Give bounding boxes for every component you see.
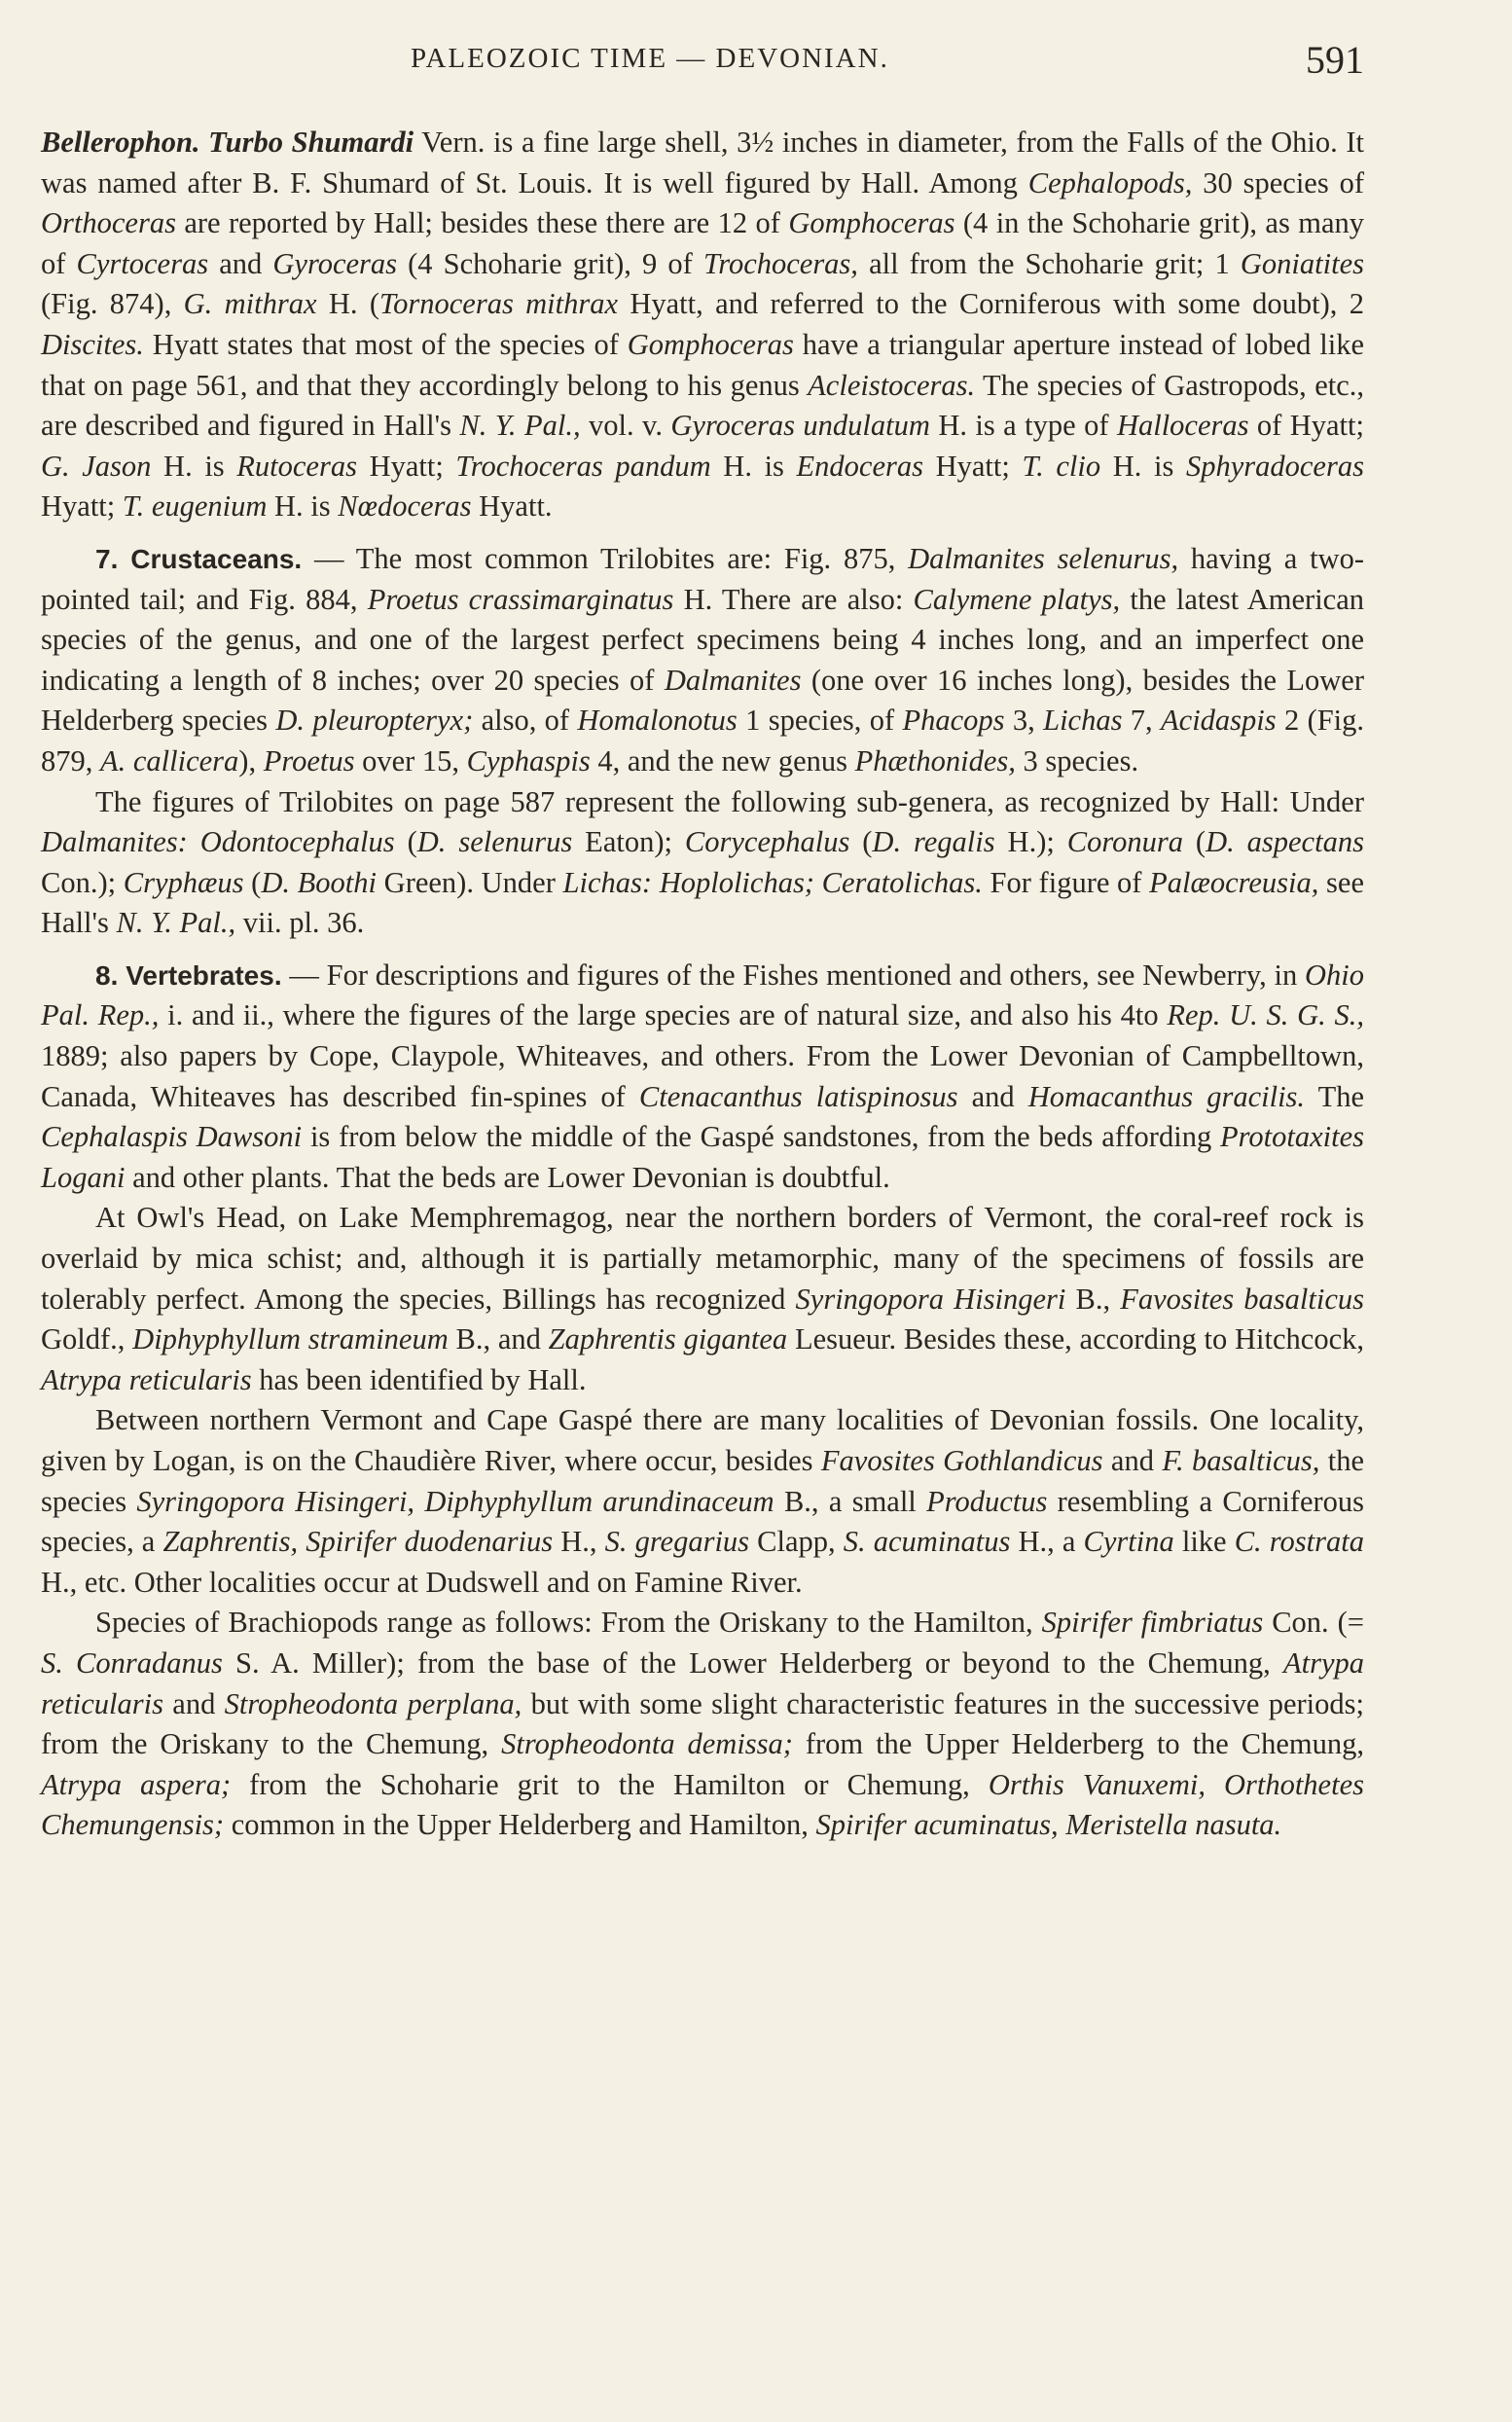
- taxon-name: G. Jason: [41, 449, 152, 483]
- section-heading: 7. Crustaceans.: [95, 543, 303, 574]
- text-run: of Hyatt;: [1248, 409, 1364, 443]
- text-run: H. (: [316, 287, 379, 321]
- taxon-name: Calymene platys,: [913, 582, 1121, 616]
- text-run: Con. (=: [1263, 1606, 1365, 1640]
- text-run: all from the Schoharie grit; 1: [857, 246, 1241, 280]
- text-run: vol. v.: [580, 409, 671, 443]
- taxon-name: Rep. U. S. G. S.,: [1167, 998, 1364, 1032]
- section-heading: 8. Vertebrates.: [95, 959, 282, 991]
- text-run: (: [243, 865, 262, 899]
- text-run: Eaton);: [572, 825, 685, 859]
- taxon-name: S. acuminatus: [843, 1525, 1011, 1559]
- taxon-name: G. mithrax: [183, 287, 317, 321]
- text-run: 3,: [1004, 704, 1044, 738]
- text-run: Green). Under: [377, 865, 563, 899]
- text-run: resembling a Corniferous species, a: [41, 1484, 1365, 1559]
- taxon-name: Homalonotus: [577, 704, 738, 738]
- taxon-name: Prototaxites Logani: [41, 1120, 1364, 1194]
- taxon-name: Coronura: [1066, 825, 1183, 859]
- taxon-name: Cephalaspis Dawsoni: [41, 1120, 303, 1154]
- taxon-name: Atrypa reticularis: [41, 1362, 252, 1396]
- text-run: over 15,: [354, 743, 467, 777]
- text-run: also, of: [473, 704, 578, 738]
- paragraph-crustaceans: [41, 539, 1364, 782]
- taxon-name: Diphyphyllum stramineum: [132, 1322, 449, 1356]
- taxon-name: Lichas: Hoplolichas; Ceratolichas.: [562, 865, 983, 899]
- text-run: 30 species of: [1192, 165, 1365, 199]
- text-run: common in the Upper Helderberg and Hamilton,: [224, 1808, 816, 1842]
- text-run: (: [849, 825, 873, 859]
- text-run: 1889; also papers by Cope, Claypole, Whiteaves, and others. From the Lower Devonian of Campbelltown, Canada, Whiteaves has described fin-spines of: [41, 1039, 1364, 1113]
- paragraph-vermont-gaspe: [41, 1400, 1364, 1603]
- text-run: B.,: [1065, 1282, 1121, 1316]
- taxon-name: S. Conradanus: [41, 1645, 223, 1680]
- taxon-name: T. eugenium: [122, 489, 268, 524]
- text-run: having a two-pointed tail; and Fig. 884,: [41, 541, 1364, 616]
- taxon-name: D. pleuropteryx;: [275, 704, 474, 738]
- text-run: H. is: [1100, 449, 1186, 483]
- taxon-name: Atrypa aspera;: [41, 1767, 232, 1801]
- taxon-name: Sphyradoceras: [1185, 449, 1364, 483]
- text-run: and: [957, 1079, 1028, 1113]
- text-run: from the Upper Helderberg to the Chemung,: [792, 1727, 1364, 1761]
- taxon-name: Syringopora Hisingeri: [795, 1282, 1066, 1316]
- page-number: 591: [1306, 38, 1364, 82]
- text-run: i. and ii., where the figures of the large species are of natural size, and also his 4to: [159, 998, 1168, 1032]
- text-run: — For descriptions and figures of the Fishes mentioned and others, see Newberry, in: [281, 958, 1305, 992]
- text-run: H.);: [994, 825, 1067, 859]
- paragraph-vertebrates: [41, 956, 1364, 1199]
- text-run: and: [162, 1686, 225, 1720]
- taxon-name: Cyrtina: [1083, 1525, 1174, 1559]
- text-run: H. is: [710, 449, 797, 483]
- text-run: is from below the middle of the Gaspé sandstones, from the beds affording: [302, 1120, 1221, 1154]
- text-run: The species of Gastropods, etc., are described and figured in Hall's: [41, 368, 1364, 443]
- taxon-name: Proetus: [263, 743, 355, 777]
- text-run: Hyatt.: [471, 489, 553, 524]
- text-run: H. is: [267, 489, 339, 524]
- text-run: but with some slight characteristic features in the successive periods; from the Oriskany to the Chemung,: [41, 1686, 1364, 1761]
- text-run: Goldf.,: [41, 1322, 133, 1356]
- taxon-name: Productus: [926, 1484, 1048, 1518]
- text-run: The figures of Trilobites on page 587 represent the following sub-genera, as recognized by Hall: Under: [95, 784, 1364, 818]
- taxon-name: Favosites basalticus: [1120, 1282, 1364, 1316]
- text-run: The: [1305, 1079, 1364, 1113]
- text-run: S. A. Miller); from the base of the Lower Helderberg or beyond to the Chemung,: [222, 1645, 1283, 1680]
- taxon-name: Favosites Gothlandicus: [820, 1444, 1103, 1477]
- taxon-name: Phacops: [902, 704, 1005, 738]
- text-run: (Fig. 874),: [41, 287, 184, 321]
- taxon-name: Cyrtoceras: [76, 246, 209, 280]
- text-run: the latest American species of the genus, and one of the largest perfect specimens being 4 inches long, and an imperfect one indicating a length of 8 inches; over 20 species of: [41, 582, 1364, 697]
- text-run: H. There are also:: [673, 582, 914, 616]
- taxon-name: C. rostrata: [1234, 1525, 1364, 1559]
- paragraph-gastropods-cephalopods: [41, 123, 1364, 527]
- taxon-name: Halloceras: [1116, 409, 1249, 443]
- text-run: has been identified by Hall.: [251, 1362, 587, 1396]
- taxon-name: Spirifer fimbriatus: [1041, 1606, 1264, 1640]
- text-run: Clapp,: [749, 1525, 844, 1559]
- text-run: see Hall's: [41, 865, 1364, 940]
- taxon-name: Trochoceras,: [702, 246, 858, 280]
- taxon-name: Stropheodonta demissa;: [501, 1727, 793, 1761]
- text-run: 1 species, of: [737, 704, 903, 738]
- taxon-name: Acidaspis: [1161, 704, 1277, 738]
- text-run: the species: [41, 1444, 1364, 1518]
- running-title: PALEOZOIC TIME — DEVONIAN.: [411, 43, 889, 74]
- text-run: Hyatt states that most of the species of: [143, 327, 628, 361]
- text-run: and: [208, 246, 273, 280]
- taxon-name: Syringopora Hisingeri, Diphyphyllum arundinaceum: [136, 1484, 774, 1518]
- text-run: (: [1182, 825, 1206, 859]
- taxon-name: S. gregarius: [604, 1525, 750, 1559]
- text-run: like: [1173, 1525, 1235, 1559]
- taxon-name: Rutoceras: [236, 449, 357, 483]
- text-run: ),: [238, 743, 264, 777]
- text-run: 2 (Fig. 879,: [41, 704, 1365, 777]
- text-run: and other plants. That the beds are Lower Devonian is doubtful.: [125, 1160, 890, 1194]
- taxon-name: Cryphæus: [123, 865, 244, 899]
- text-run: vii. pl. 36.: [235, 906, 365, 940]
- text-run: have a triangular aperture instead of lobed like that on page 561, and that they accordingly belong to his genus: [41, 327, 1364, 402]
- taxon-name: Dalmanites: Odontocephalus: [41, 825, 395, 859]
- text-run: At Owl's Head, on Lake Memphremagog, near the northern borders of Vermont, the coral-reef rock is overlaid by mica schist; and, although it is partially metamorphic, many of the specimens of fossils are tolerably perfect. Among the species, Billings has recognized: [41, 1201, 1364, 1316]
- text-run: For figure of: [982, 865, 1150, 899]
- taxon-name: Orthoceras: [41, 206, 176, 240]
- taxon-name: Spirifer acuminatus, Meristella nasuta.: [815, 1808, 1282, 1842]
- taxon-name: Palæocreusia,: [1149, 865, 1319, 899]
- text-run: B., a small: [774, 1484, 927, 1518]
- text-run: Hyatt;: [922, 449, 1023, 483]
- paragraph-trilobite-subgenera: [41, 782, 1364, 944]
- taxon-name: F. basalticus,: [1162, 1444, 1320, 1477]
- taxon-name: T. clio: [1022, 449, 1101, 483]
- text-run: and: [1102, 1444, 1163, 1477]
- text-run: Con.);: [41, 865, 124, 899]
- taxon-name: Gyroceras: [272, 246, 398, 280]
- paragraph-brachiopod-ranges: [41, 1603, 1364, 1846]
- taxon-name: Gyroceras undulatum: [670, 409, 930, 443]
- text-run: (one over 16 inches long), besides the Lower Helderberg species: [41, 663, 1364, 738]
- taxon-name: Discites.: [41, 327, 144, 361]
- taxon-name: D. selenurus: [416, 825, 573, 859]
- taxon-name: Proetus crassimarginatus: [367, 582, 674, 616]
- text-run: 4, and the new genus: [590, 743, 855, 777]
- taxon-name: D. Boothi: [261, 865, 377, 899]
- taxon-name: Acleistoceras.: [808, 368, 976, 402]
- taxon-name: Bellerophon. Turbo Shumardi: [41, 126, 414, 159]
- text-run: (4 Schoharie grit), 9 of: [397, 246, 703, 280]
- taxon-name: Zaphrentis gigantea: [548, 1322, 788, 1356]
- taxon-name: Cyphaspis: [466, 743, 591, 777]
- text-run: Hyatt, and referred to the Corniferous with some doubt), 2: [618, 287, 1365, 321]
- taxon-name: Corycephalus: [684, 825, 850, 859]
- taxon-name: D. aspectans: [1206, 825, 1364, 859]
- text-run: from the Schoharie grit to the Hamilton or Chemung,: [231, 1767, 989, 1801]
- text-run: Between northern Vermont and Cape Gaspé there are many localities of Devonian fossils. One locality, given by Logan, is on the Chaudière River, where occur, besides: [41, 1403, 1364, 1477]
- taxon-name: Gomphoceras: [788, 206, 955, 240]
- taxon-name: Trochoceras pandum: [455, 449, 711, 483]
- taxon-name: Endoceras: [796, 449, 923, 483]
- taxon-name: Ctenacanthus latispinosus: [638, 1079, 958, 1113]
- text-run: Hyatt;: [356, 449, 456, 483]
- taxon-name: Nœdoceras: [338, 489, 472, 524]
- taxon-name: Lichas: [1043, 704, 1123, 738]
- taxon-name: Homacanthus gracilis.: [1027, 1079, 1306, 1113]
- text-run: Hyatt;: [41, 489, 123, 524]
- text-run: Species of Brachiopods range as follows: From the Oriskany to the Hamilton,: [95, 1606, 1042, 1640]
- taxon-name: Ohio Pal. Rep.,: [41, 958, 1364, 1032]
- text-run: H.,: [553, 1525, 605, 1559]
- taxon-name: Tornoceras mithrax: [378, 287, 619, 321]
- paragraph-owls-head: [41, 1198, 1364, 1400]
- text-run: H. is a type of: [929, 409, 1117, 443]
- text-run: Vern. is a fine large shell, 3½ inches in diameter, from the Falls of the Ohio. It was named after B. F. Shumard of St. Louis. It is well figured by Hall. Among: [41, 126, 1364, 199]
- running-header: [41, 38, 1364, 91]
- text-run: — The most common Trilobites are: Fig. 875,: [302, 541, 909, 575]
- taxon-name: Cephalopods,: [1027, 165, 1193, 199]
- text-run: H. is: [151, 449, 237, 483]
- taxon-name: Atrypa reticularis: [41, 1645, 1364, 1720]
- taxon-name: Orthis Vanuxemi, Orthothetes Chemungensis;: [41, 1767, 1364, 1842]
- text-run: B., and: [448, 1322, 549, 1356]
- text-run: (: [394, 825, 417, 859]
- taxon-name: Goniatites: [1240, 246, 1364, 280]
- taxon-name: Dalmanites: [664, 663, 802, 697]
- taxon-name: Dalmanites selenurus,: [908, 541, 1179, 575]
- taxon-name: N. Y. Pal.,: [116, 906, 236, 940]
- body-text: [41, 123, 1364, 1846]
- taxon-name: Stropheodonta perplana,: [224, 1686, 522, 1720]
- text-run: 3 species.: [1015, 743, 1139, 777]
- taxon-name: Gomphoceras: [627, 327, 794, 361]
- text-run: Lesueur. Besides these, according to Hitchcock,: [787, 1322, 1364, 1356]
- taxon-name: D. regalis: [872, 825, 995, 859]
- taxon-name: N. Y. Pal.,: [459, 409, 581, 443]
- text-run: H., a: [1010, 1525, 1084, 1559]
- taxon-name: Phæthonides,: [854, 743, 1016, 777]
- text-run: 7,: [1122, 704, 1162, 738]
- text-run: (4 in the Schoharie grit), as many of: [41, 206, 1364, 280]
- text-run: are reported by Hall; besides these there are 12 of: [175, 206, 789, 240]
- taxon-name: A. callicera: [100, 743, 239, 777]
- taxon-name: Zaphrentis, Spirifer duodenarius: [162, 1525, 554, 1559]
- text-run: H., etc. Other localities occur at Dudswell and on Famine River.: [41, 1565, 803, 1599]
